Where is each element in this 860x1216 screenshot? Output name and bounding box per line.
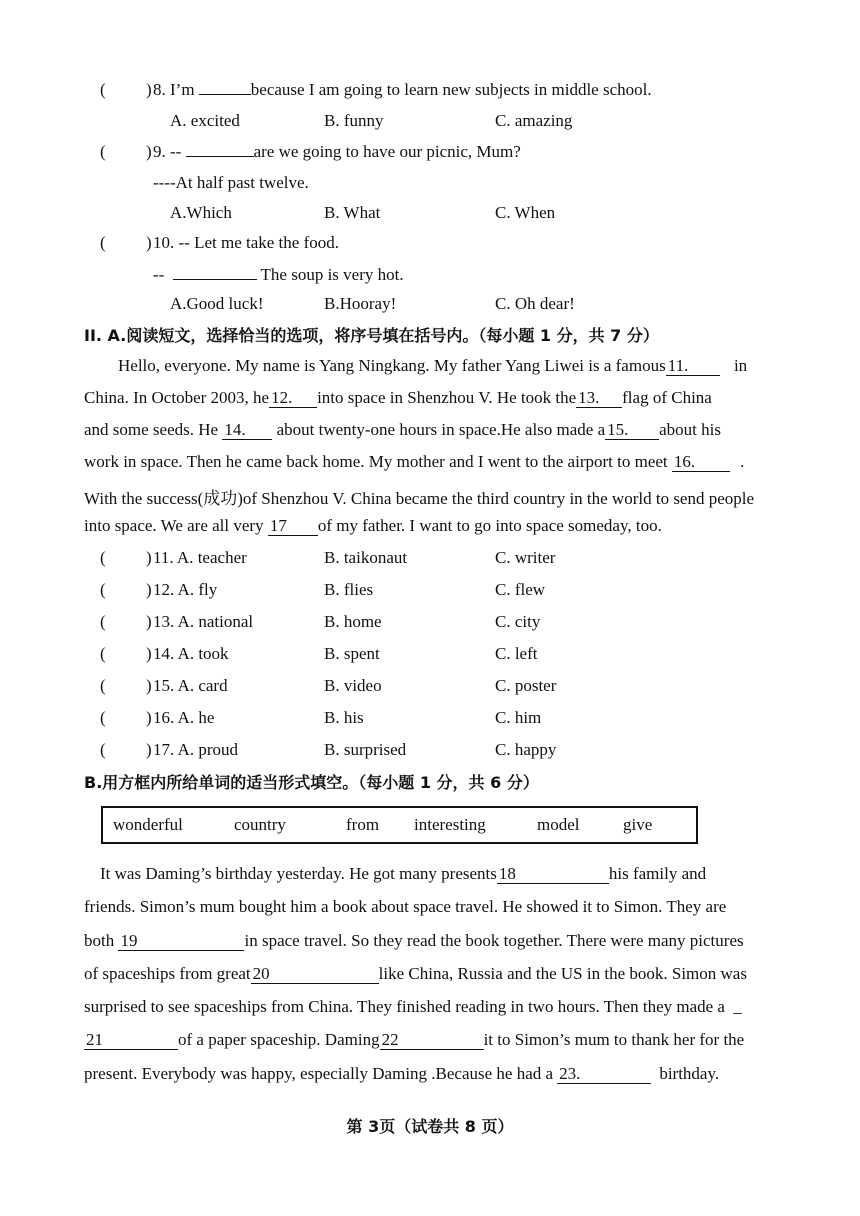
answer-paren-close: )	[146, 142, 152, 161]
word-box-word: country	[234, 815, 286, 834]
passage-text: flag of China	[622, 388, 712, 407]
answer-paren-close: )	[146, 580, 152, 599]
answer-paren-open: (	[100, 612, 106, 631]
option-c: C. happy	[495, 740, 557, 759]
blank-23[interactable]: 23.	[557, 1065, 651, 1084]
answer-paren-close: )	[146, 644, 152, 663]
question-10-reply	[153, 265, 404, 285]
passage-text: it to Simon’s mum to thank her for the	[483, 1030, 745, 1049]
blank-11[interactable]: 11.	[666, 357, 720, 376]
answer-paren-close: )	[146, 233, 152, 252]
passage-text: in space travel. So they read the book together. There were many pictures	[244, 931, 744, 950]
option-c: C. flew	[495, 580, 546, 599]
option-a: 12. A. fly	[153, 580, 218, 599]
blank-19[interactable]: 19	[118, 932, 244, 951]
blank-14[interactable]: 14.	[222, 421, 272, 440]
question-text: because I am going to learn new subjects in middle school.	[250, 80, 652, 99]
passage-line	[84, 1064, 719, 1084]
answer-paren-close: )	[146, 612, 152, 631]
answer-paren-open: (	[100, 676, 106, 695]
question-number: 8. I’m	[153, 80, 195, 99]
option-b: B. What	[324, 203, 381, 222]
question-9	[153, 142, 521, 162]
passage-text: in	[733, 356, 748, 375]
passage-line	[84, 997, 742, 1017]
option-c: C. When	[495, 203, 556, 222]
answer-paren-open: (	[100, 580, 106, 599]
option-a: 14. A. took	[153, 644, 229, 663]
passage-text: and some seeds. He	[84, 420, 219, 439]
passage-text: .	[740, 452, 745, 471]
question-text: are we going to have our picnic, Mum?	[253, 142, 521, 161]
passage-text: both	[84, 931, 115, 950]
option-b: B. his	[324, 708, 364, 727]
option-b: B. taikonaut	[324, 548, 408, 567]
section-b-title: B.用方框内所给单词的适当形式填空。（每小题 1 分，共 6 分）	[84, 773, 539, 792]
option-b: B. surprised	[324, 740, 407, 759]
answer-paren-close: )	[146, 548, 152, 567]
passage-text: into space in Shenzhou V. He took the	[317, 388, 577, 407]
passage-text: of spaceships from great	[84, 964, 251, 983]
blank-22[interactable]: 22	[380, 1031, 484, 1050]
passage-text: surprised to see spaceships from China. They finished reading in two hours. Then they made a	[84, 997, 725, 1016]
option-c: C. amazing	[495, 111, 573, 130]
option-a: 11. A. teacher	[153, 548, 247, 567]
blank-21[interactable]: 21	[84, 1031, 178, 1050]
option-b: B. video	[324, 676, 382, 695]
passage-text: about his	[659, 420, 721, 439]
option-b: B. home	[324, 612, 382, 631]
question-9-reply: ----At half past twelve.	[153, 173, 309, 192]
reply-text: The soup is very hot.	[260, 265, 404, 284]
question-8	[153, 80, 652, 100]
passage-line	[84, 931, 744, 951]
option-b: B. spent	[324, 644, 380, 663]
answer-blank[interactable]	[199, 94, 251, 95]
answer-paren-open: (	[100, 80, 106, 99]
answer-paren-open: (	[100, 142, 106, 161]
passage-line	[84, 452, 744, 472]
passage-line	[84, 420, 721, 440]
passage-line	[84, 1030, 744, 1050]
answer-blank[interactable]	[186, 156, 254, 157]
passage-text: of my father. I want to go into space someday, too.	[317, 516, 662, 535]
option-a: A.Good luck!	[170, 294, 264, 313]
passage-line	[84, 516, 662, 536]
passage-text: _	[733, 997, 742, 1016]
option-a: 13. A. national	[153, 612, 254, 631]
option-c: C. him	[495, 708, 542, 727]
answer-paren-open: (	[100, 740, 106, 759]
passage-text: into space. We are all very	[84, 516, 264, 535]
option-a: A.Which	[170, 203, 232, 222]
passage-text: birthday.	[659, 1064, 720, 1083]
blank-18[interactable]: 18	[497, 865, 609, 884]
passage-line	[84, 388, 712, 408]
question-number: 9. --	[153, 142, 182, 161]
answer-paren-close: )	[146, 740, 152, 759]
passage-text: his family and	[608, 864, 707, 883]
answer-blank[interactable]	[173, 279, 257, 280]
passage-text: present. Everybody was happy, especially Daming .Because he had a	[84, 1064, 554, 1083]
passage-line	[100, 864, 706, 884]
option-b: B.Hooray!	[324, 294, 397, 313]
blank-13[interactable]: 13.	[576, 389, 622, 408]
answer-paren-close: )	[146, 708, 152, 727]
passage-text: of a paper spaceship. Daming	[178, 1030, 380, 1049]
passage-text: It was Daming’s birthday yesterday. He got many presents	[100, 864, 497, 883]
word-box-word: wonderful	[113, 815, 183, 834]
passage-line	[118, 356, 747, 376]
answer-paren-close: )	[146, 80, 152, 99]
option-c: C. poster	[495, 676, 557, 695]
question-10: 10. -- Let me take the food.	[153, 233, 339, 252]
blank-16[interactable]: 16.	[672, 453, 730, 472]
passage-text: Hello, everyone. My name is Yang Ningkang. My father Yang Liwei is a famous	[118, 356, 666, 375]
option-a: A. excited	[170, 111, 240, 130]
answer-paren-open: (	[100, 708, 106, 727]
passage-line: With the success(成功)of Shenzhou V. China became the third country in the world to send people	[84, 489, 755, 508]
blank-12[interactable]: 12.	[269, 389, 317, 408]
answer-paren-open: (	[100, 548, 106, 567]
option-c: C. Oh dear!	[495, 294, 575, 313]
passage-text: China. In October 2003, he	[84, 388, 270, 407]
word-box-word: from	[346, 815, 380, 834]
blank-15[interactable]: 15.	[605, 421, 659, 440]
option-c: C. writer	[495, 548, 556, 567]
answer-paren-open: (	[100, 644, 106, 663]
option-b: B. funny	[324, 111, 384, 130]
word-box-word: model	[537, 815, 580, 834]
word-box	[101, 806, 698, 844]
answer-paren-open: (	[100, 233, 106, 252]
passage-text: about twenty-one hours in space.He also made a	[276, 420, 606, 439]
answer-paren-close: )	[146, 676, 152, 695]
option-a: 15. A. card	[153, 676, 228, 695]
section-a-title: II. A.阅读短文，选择恰当的选项，将序号填在括号内。（每小题 1 分，共 7 分）	[84, 326, 659, 345]
passage-line	[84, 964, 747, 984]
option-c: C. left	[495, 644, 538, 663]
reply-dash: --	[153, 265, 165, 284]
option-a: 16. A. he	[153, 708, 215, 727]
word-box-word: interesting	[414, 815, 486, 834]
blank-20[interactable]: 20	[251, 965, 379, 984]
page-number-footer: 第 3页（试卷共 8 页）	[346, 1117, 514, 1136]
passage-text: like China, Russia and the US in the book. Simon was	[378, 964, 747, 983]
option-a: 17. A. proud	[153, 740, 238, 759]
option-c: C. city	[495, 612, 541, 631]
blank-17[interactable]: 17	[268, 517, 318, 536]
passage-line: friends. Simon’s mum bought him a book about space travel. He showed it to Simon. They are	[84, 897, 727, 916]
option-b: B. flies	[324, 580, 374, 599]
word-box-word: give	[623, 815, 653, 834]
passage-text: work in space. Then he came back home. My mother and I went to the airport to meet	[84, 452, 668, 471]
